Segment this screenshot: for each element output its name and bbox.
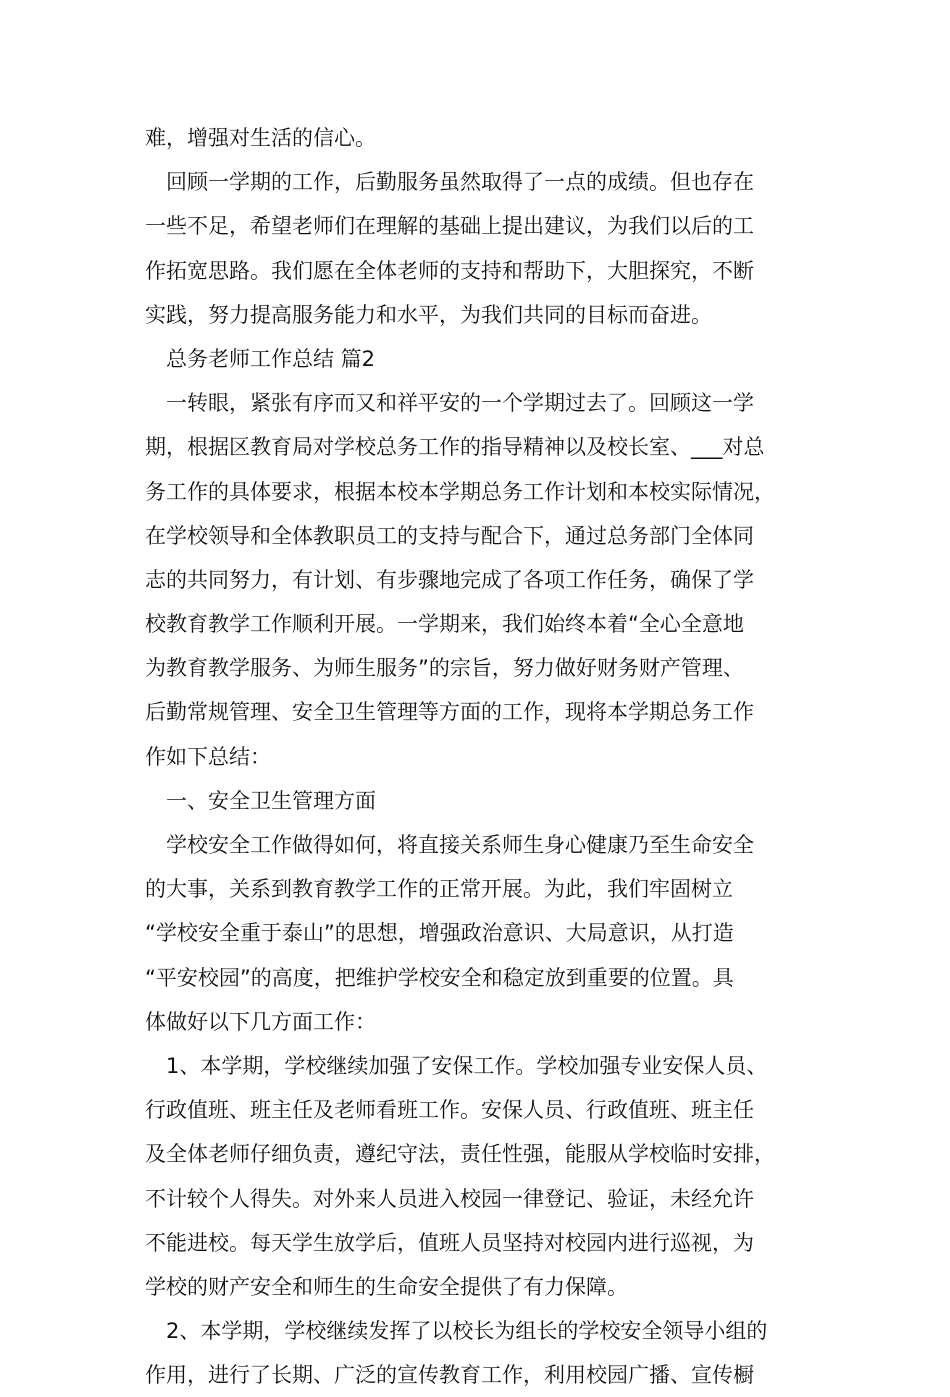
paragraph-line: 校教育教学工作顺利开展。一学期来，我们始终本着“全心全意地 [145, 612, 744, 637]
paragraph-line: 为教育教学服务、为师生服务”的宗旨，努力做好财务财产管理、 [145, 656, 744, 681]
paragraph-line: 作用，进行了长期、广泛的宣传教育工作，利用校园广播、宣传橱 [145, 1363, 754, 1388]
paragraph-line: 实践，努力提高服务能力和水平，为我们共同的目标而奋进。 [145, 302, 712, 327]
subsection-heading: 一、安全卫生管理方面 [166, 788, 376, 813]
paragraph-line: 2、本学期，学校继续发挥了以校长为组长的学校安全领导小组的 [166, 1319, 768, 1344]
section-title: 总务老师工作总结 篇2 [166, 346, 376, 371]
document-body [145, 116, 810, 1397]
paragraph-line: 不能进校。每天学生放学后，值班人员坚持对校园内进行巡视，为 [145, 1230, 754, 1255]
paragraph-line: 一转眼，紧张有序而又和祥平安的一个学期过去了。回顾这一学 [166, 391, 754, 416]
paragraph-line: 不计较个人得失。对外来人员进入校园一律登记、验证，未经允许 [145, 1186, 754, 1211]
paragraph-line: 务工作的具体要求，根据本校本学期总务工作计划和本校实际情况， [145, 479, 775, 504]
paragraph-line: 的大事，关系到教育教学工作的正常开展。为此，我们牢固树立 [145, 877, 733, 902]
paragraph-line: 一些不足，希望老师们在理解的基础上提出建议，为我们以后的工 [145, 214, 754, 239]
paragraph-line: 难，增强对生活的信心。 [145, 126, 376, 150]
paragraph-line: 1、本学期，学校继续加强了安保工作。学校加强专业安保人员、 [166, 1053, 768, 1078]
paragraph-line: 体做好以下几方面工作： [145, 1009, 376, 1034]
paragraph-line: 作如下总结： [145, 744, 271, 769]
paragraph-line: 作拓宽思路。我们愿在全体老师的支持和帮助下，大胆探究，不断 [145, 258, 754, 283]
paragraph-line: 学校安全工作做得如何，将直接关系师生身心健康乃至生命安全 [166, 833, 754, 857]
paragraph-line: 志的共同努力，有计划、有步骤地完成了各项工作任务，确保了学 [145, 567, 754, 592]
paragraph-line: 后勤常规管理、安全卫生管理等方面的工作，现将本学期总务工作 [145, 700, 754, 725]
paragraph-line: 在学校领导和全体教职员工的支持与配合下，通过总务部门全体同 [145, 523, 754, 548]
paragraph-line: 期，根据区教育局对学校总务工作的指导精神以及校长室、___对总 [145, 435, 765, 460]
paragraph-line: 回顾一学期的工作，后勤服务虽然取得了一点的成绩。但也存在 [166, 170, 754, 195]
paragraph-line: 行政值班、班主任及老师看班工作。安保人员、行政值班、班主任 [145, 1098, 754, 1123]
paragraph-line: “学校安全重于泰山”的思想，增强政治意识、大局意识，从打造 [145, 921, 734, 946]
paragraph-line: 及全体老师仔细负责，遵纪守法，责任性强，能服从学校临时安排， [145, 1142, 775, 1167]
paragraph-line: “平安校园”的高度，把维护学校安全和稳定放到重要的位置。具 [145, 965, 734, 990]
paragraph-line: 学校的财产安全和师生的生命安全提供了有力保障。 [145, 1274, 628, 1299]
